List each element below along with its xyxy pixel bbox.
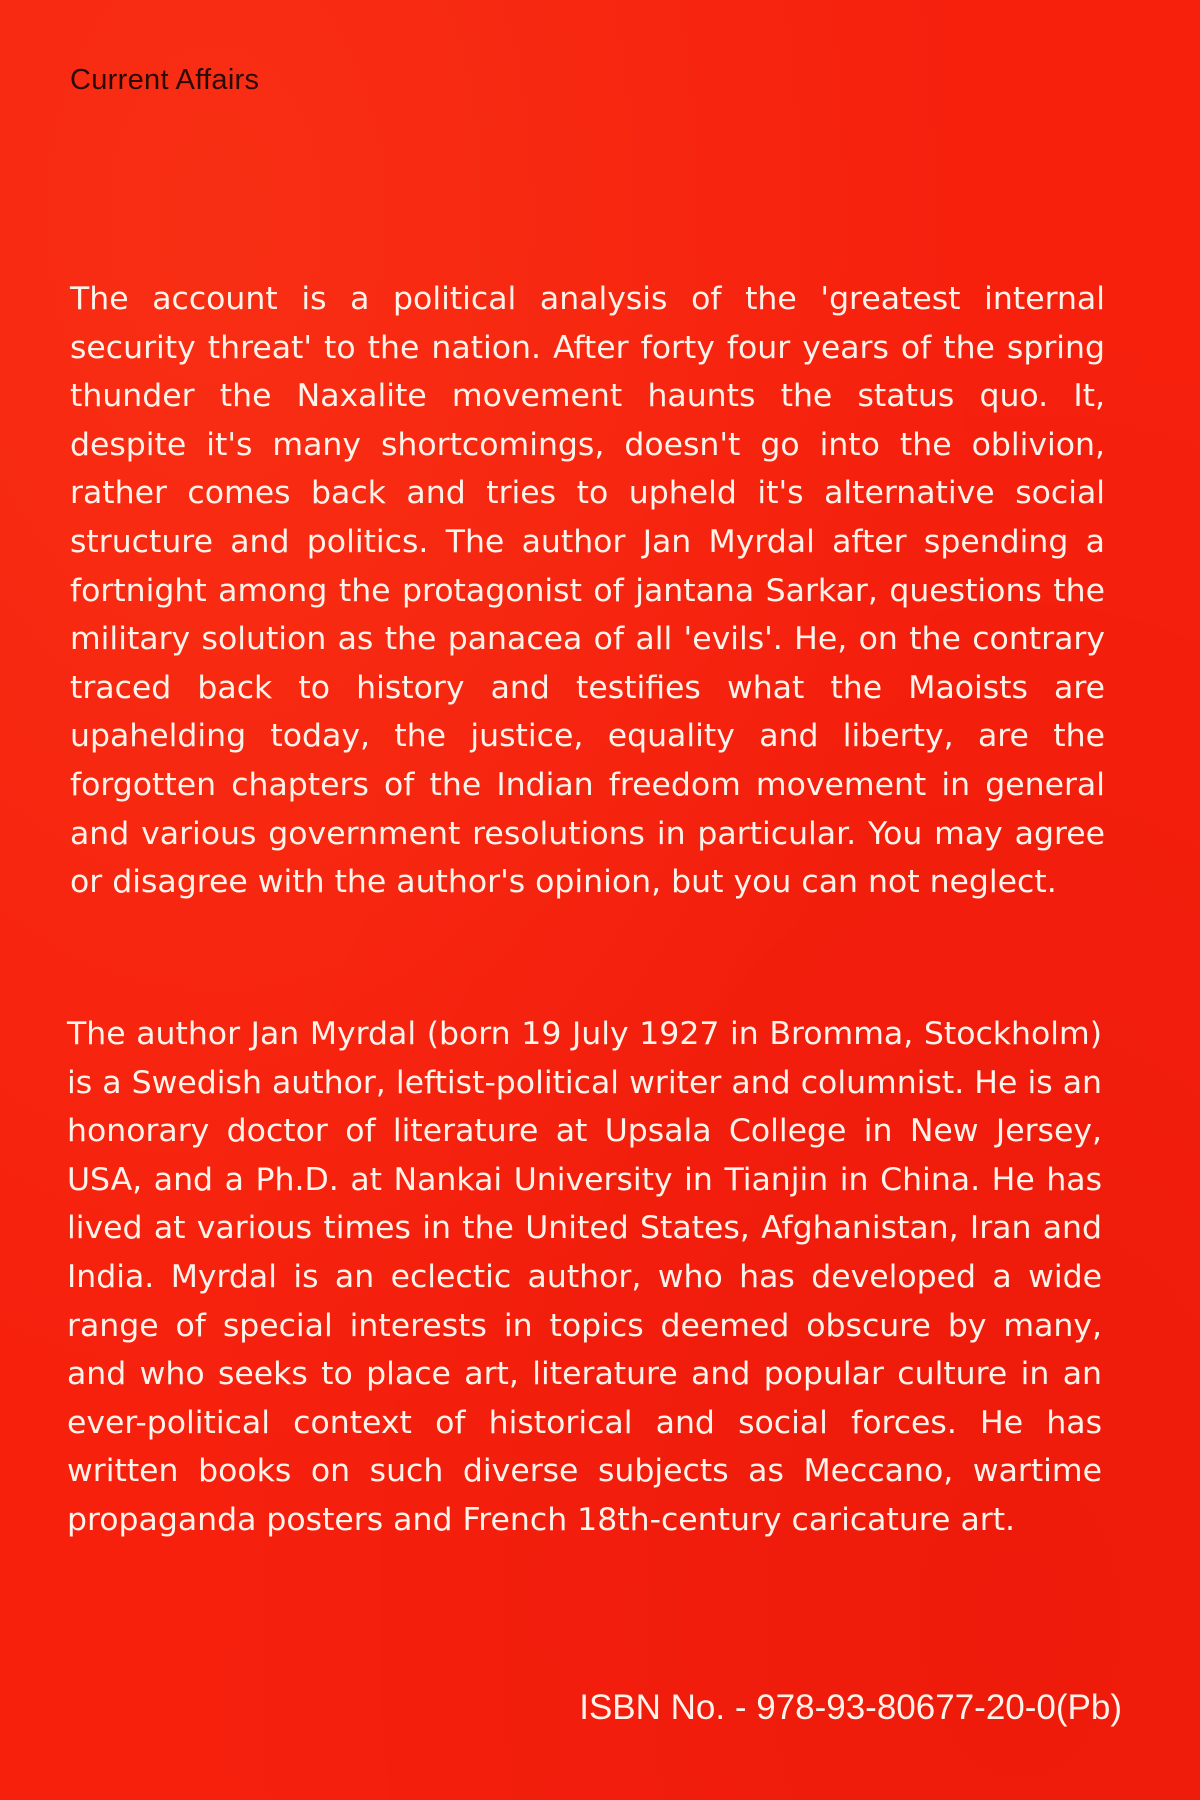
category-label: Current Affairs [70, 64, 260, 96]
isbn-number: ISBN No. - 978-93-80677-20-0(Pb) [579, 1688, 1122, 1727]
author-bio: The author Jan Myrdal (born 19 July 1927 in Bromma, Stockholm) is a Swedish author, leftist-political writer and columnist. He is an honorary doctor of literature at Upsala College in New Jersey, USA, and a Ph.D. at Nankai University in Tianjin in China. He has lived at various times in the United States, Afghanistan, Iran and India. Myrdal is an eclectic author, who has developed a wide range of special interests in topics deemed obscure by many, and who seeks to place art, literature and popular culture in an ever-political context of historical and social forces. He has written books on such diverse subjects as Meccano, wartime propaganda posters and French 18th-century caricature art. [67, 1016, 1102, 1538]
book-blurb: The account is a political analysis of the 'greatest internal security threat' to the nation. After forty four years of the spring thunder the Naxalite movement haunts the status quo. It, despite it's many shortcomings, doesn't go into the oblivion, rather comes back and tries to upheld it's alternative social structure and politics. The author Jan Myrdal after spending a fortnight among the protagonist of jantana Sarkar, questions the military solution as the panacea of all 'evils'. He, on the contrary traced back to history and testifies what the Maoists are upahelding today, the justice, equality and liberty, are the forgotten chapters of the Indian freedom movement in general and various government resolutions in particular. You may agree or disagree with the author's opinion, but you can not neglect. [70, 281, 1105, 901]
